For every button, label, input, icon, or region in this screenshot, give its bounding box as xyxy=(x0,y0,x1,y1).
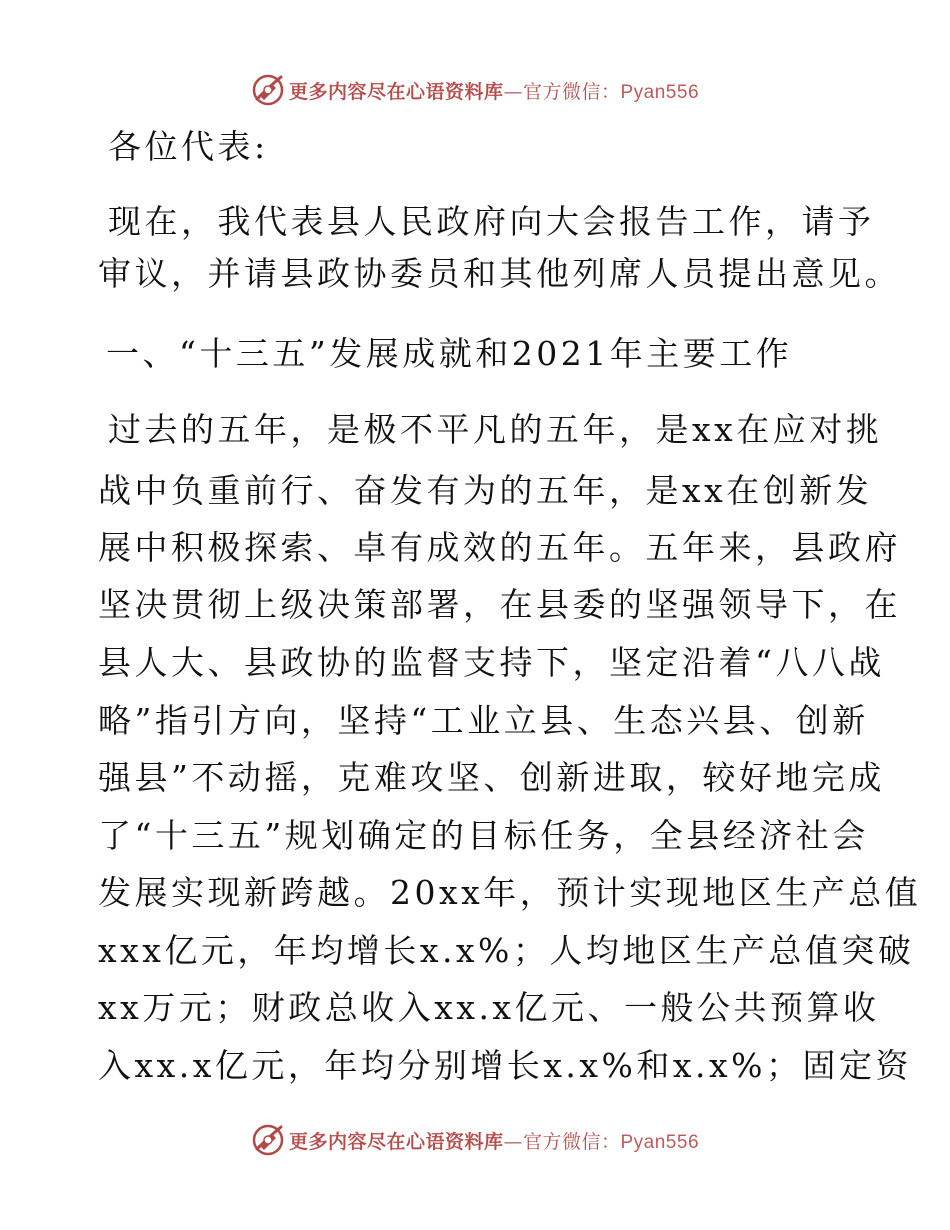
body-line: xx万元；财政总收入xx.x亿元、一般公共预算收 xyxy=(98,988,880,1027)
salutation: 各位代表: xyxy=(108,127,269,166)
watermark-separator: — xyxy=(503,80,523,103)
body-line: 坚决贯彻上级决策部署，在县委的坚强领导下，在 xyxy=(98,585,901,624)
watermark-official: 官方微信： xyxy=(522,1130,621,1153)
watermark-text xyxy=(289,1127,699,1154)
body-line: 入xx.x亿元，年均分别增长x.x%和x.x%；固定资 xyxy=(98,1046,912,1085)
body-line: 县人大、县政协的监督支持下，坚定沿着“八八战 xyxy=(98,643,885,682)
watermark-header xyxy=(0,70,950,110)
watermark-footer xyxy=(0,1120,950,1160)
body-line: 过去的五年，是极不平凡的五年，是xx在应对挑 xyxy=(108,410,883,449)
watermark-separator: — xyxy=(503,1130,523,1153)
body-line: 了“十三五”规划确定的目标任务，全县经济社会 xyxy=(98,816,869,855)
intro-line-2: 审议，并请县政协委员和其他列席人员提出意见。 xyxy=(98,254,901,293)
watermark-main: 更多内容尽在心语资料库 xyxy=(288,1130,504,1153)
body-line: 展中积极探索、卓有成效的五年。五年来，县政府 xyxy=(98,528,901,567)
body-line: 强县”不动摇，克难攻坚、创新进取，较好地完成 xyxy=(98,758,885,797)
body-line: 略”指引方向，坚持“工业立县、生态兴县、创新 xyxy=(98,701,869,740)
watermark-main: 更多内容尽在心语资料库 xyxy=(288,80,504,103)
intro-line-1: 现在，我代表县人民政府向大会报告工作，请予 xyxy=(108,202,875,241)
section-heading: 一、“十三五”发展成就和2021年主要工作 xyxy=(106,334,793,373)
pen-logo-icon xyxy=(251,73,285,107)
body-line: 发展实现新跨越。20xx年，预计实现地区生产总值 xyxy=(98,873,922,912)
pen-logo-icon xyxy=(251,1123,285,1157)
watermark-id: Pyan556 xyxy=(620,81,700,103)
watermark-official: 官方微信： xyxy=(522,80,621,103)
watermark-text xyxy=(289,77,699,104)
watermark-id: Pyan556 xyxy=(620,1131,700,1153)
body-line: xxx亿元，年均增长x.x%；人均地区生产总值突破 xyxy=(98,931,915,970)
body-line: 战中负重前行、奋发有为的五年，是xx在创新发 xyxy=(98,471,873,510)
